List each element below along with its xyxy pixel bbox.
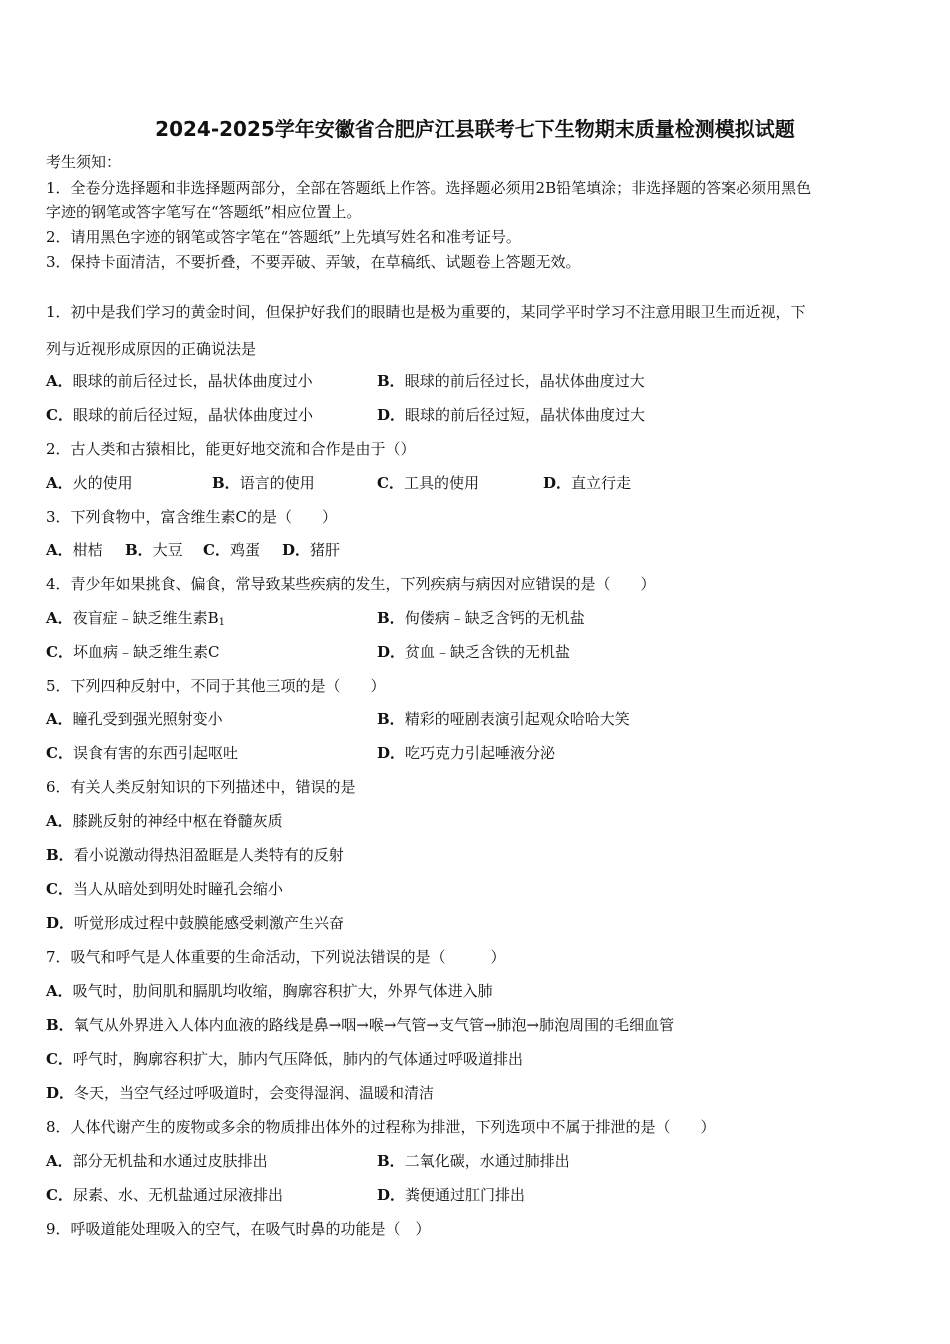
question-8-option-c (46, 1185, 283, 1205)
option-label: B． (377, 1152, 405, 1170)
question-5-option-a (46, 709, 223, 729)
option-label: D． (377, 643, 406, 661)
question-5-stem: 5．下列四种反射中，不同于其他三项的是（ ） (46, 677, 386, 695)
option-label: B． (377, 710, 405, 728)
question-7-option-d (46, 1083, 434, 1103)
option-text: 粪便通过肛门排出 (405, 1186, 526, 1204)
notice-heading: 考生须知： (46, 153, 122, 171)
question-2-option-d (543, 473, 631, 493)
option-label: A． (46, 474, 73, 492)
question-1-option-a (46, 371, 313, 391)
option-text: 鸡蛋 (229, 541, 260, 559)
option-text: 大豆 (152, 541, 183, 559)
option-label: A． (46, 609, 73, 627)
option-text: 当人从暗处到明处时瞳孔会缩小 (72, 880, 283, 898)
option-text: 坏血病﹣缺乏维生素C (72, 643, 220, 661)
question-8-option-d (377, 1185, 525, 1205)
option-label: D． (46, 1084, 75, 1102)
option-label: D． (282, 541, 311, 559)
question-1-stem-cont: 列与近视形成原因的正确说法是 (46, 340, 257, 358)
question-1-stem: 1．初中是我们学习的黄金时间，但保护好我们的眼睛也是极为重要的，某同学平时学习不注意用眼卫生而近视，下 (46, 303, 806, 321)
option-label: C． (46, 1050, 73, 1068)
option-text: 贫血﹣缺乏含铁的无机盐 (405, 643, 571, 661)
option-label: B． (46, 1016, 74, 1034)
question-3-option-d (282, 540, 340, 560)
question-2-stem: 2．古人类和古猿相比，能更好地交流和合作是由于（） (46, 440, 416, 458)
option-label: B． (212, 474, 240, 492)
option-text: 听觉形成过程中鼓膜能感受刺激产生兴奋 (74, 914, 345, 932)
option-label: C． (377, 474, 404, 492)
option-label: B． (377, 609, 405, 627)
option-label: C． (46, 880, 73, 898)
option-label: D． (377, 1186, 406, 1204)
question-4-option-d (377, 642, 570, 662)
option-label: A． (46, 982, 73, 1000)
option-text: 眼球的前后径过长，晶状体曲度过大 (404, 372, 645, 390)
option-label: A． (46, 812, 73, 830)
question-1-option-b (377, 371, 645, 391)
option-label: B． (46, 846, 74, 864)
option-label: C． (46, 1186, 73, 1204)
option-label: C． (46, 406, 73, 424)
question-2-option-a (46, 473, 133, 493)
option-label: C． (46, 643, 73, 661)
notice-item-1-cont: 字迹的钢笔或答字笔写在“答题纸”相应位置上。 (46, 203, 362, 221)
option-label: D． (543, 474, 572, 492)
question-4-option-b (377, 608, 585, 628)
option-text: 吸气时，肋间肌和膈肌均收缩，胸廓容积扩大，外界气体进入肺 (72, 982, 493, 1000)
option-label: D． (377, 406, 406, 424)
option-text: 膝跳反射的神经中枢在脊髓灰质 (72, 812, 283, 830)
question-6-stem: 6．有关人类反射知识的下列描述中，错误的是 (46, 778, 356, 796)
option-label: B． (377, 372, 405, 390)
option-label: A． (46, 1152, 73, 1170)
question-2-option-c (377, 473, 479, 493)
option-label: C． (203, 541, 230, 559)
question-8-option-a (46, 1151, 268, 1171)
option-text: 氧气从外界进入人体内血液的路线是鼻→咽→喉→气管→支气管→肺泡→肺泡周围的毛细血管 (73, 1016, 675, 1034)
option-text: 精彩的哑剧表演引起观众哈哈大笑 (404, 710, 630, 728)
notice-item-2: 2．请用黑色字迹的钢笔或答字笔在“答题纸”上先填写姓名和准考证号。 (46, 228, 521, 246)
option-label: D． (46, 914, 75, 932)
question-5-option-c (46, 743, 238, 763)
question-6-option-b (46, 845, 344, 865)
question-1-option-c (46, 405, 313, 425)
question-3-option-a (46, 540, 103, 560)
option-label: A． (46, 541, 73, 559)
option-text: 夜盲症﹣缺乏维生素B (72, 609, 219, 627)
option-text: 瞳孔受到强光照射变小 (72, 710, 223, 728)
question-7-stem: 7．吸气和呼气是人体重要的生命活动，下列说法错误的是（ ） (46, 948, 506, 966)
option-text: 吃巧克力引起唾液分泌 (405, 744, 556, 762)
question-6-option-c (46, 879, 283, 899)
option-text: 冬天，当空气经过呼吸道时，会变得湿润、温暖和清洁 (74, 1084, 435, 1102)
question-3-stem: 3．下列食物中，富含维生素C的是（ ） (46, 508, 338, 526)
question-7-option-c (46, 1049, 523, 1069)
option-label: C． (46, 744, 73, 762)
option-text: 尿素、水、无机盐通过尿液排出 (72, 1186, 283, 1204)
option-text: 眼球的前后径过短，晶状体曲度过小 (72, 406, 313, 424)
option-text: 佝偻病﹣缺乏含钙的无机盐 (404, 609, 585, 627)
option-text: 眼球的前后径过短，晶状体曲度过大 (405, 406, 646, 424)
question-4-option-c (46, 642, 219, 662)
option-text: 猪肝 (310, 541, 341, 559)
option-label: A． (46, 372, 73, 390)
question-8-stem: 8．人体代谢产生的废物或多余的物质排出体外的过程称为排泄，下列选项中不属于排泄的是（ ） (46, 1118, 716, 1136)
question-7-option-a (46, 981, 493, 1001)
question-3-option-b (125, 540, 183, 560)
option-text: 呼气时，胸廓容积扩大，肺内气压降低，肺内的气体通过呼吸道排出 (72, 1050, 523, 1068)
question-2-option-b (212, 473, 315, 493)
question-3-option-c (203, 540, 260, 560)
option-text: 火的使用 (72, 474, 133, 492)
option-text: 二氧化碳，水通过肺排出 (404, 1152, 570, 1170)
question-1-option-d (377, 405, 645, 425)
option-text: 眼球的前后径过长，晶状体曲度过小 (72, 372, 313, 390)
question-7-option-b (46, 1015, 674, 1035)
option-text: 部分无机盐和水通过皮肤排出 (72, 1152, 268, 1170)
option-text: 柑桔 (72, 541, 103, 559)
question-8-option-b (377, 1151, 570, 1171)
option-label: A． (46, 710, 73, 728)
option-text: 误食有害的东西引起呕吐 (72, 744, 238, 762)
option-label: B． (125, 541, 153, 559)
page-title: 2024-2025学年安徽省合肥庐江县联考七下生物期末质量检测模拟试题 (155, 117, 795, 141)
question-6-option-d (46, 913, 344, 933)
option-text: 看小说激动得热泪盈眶是人类特有的反射 (73, 846, 344, 864)
question-9-stem: 9．呼吸道能处理吸入的空气，在吸气时鼻的功能是（ ） (46, 1220, 431, 1238)
option-text: 语言的使用 (239, 474, 315, 492)
option-text: 直立行走 (571, 474, 632, 492)
notice-item-3: 3．保持卡面清洁，不要折叠，不要弄破、弄皱，在草稿纸、试题卷上答题无效。 (46, 253, 581, 271)
question-4-option-a (46, 608, 225, 633)
question-4-stem: 4．青少年如果挑食、偏食，常导致某些疾病的发生，下列疾病与病因对应错误的是（ ） (46, 575, 656, 593)
option-text: 工具的使用 (403, 474, 479, 492)
option-label: D． (377, 744, 406, 762)
question-5-option-b (377, 709, 630, 729)
subscript: 1 (218, 617, 226, 628)
notice-item-1: 1．全卷分选择题和非选择题两部分，全部在答题纸上作答。选择题必须用2B铅笔填涂；非选择题的答案必须用黑色 (46, 179, 812, 197)
question-6-option-a (46, 811, 283, 831)
question-5-option-d (377, 743, 555, 763)
